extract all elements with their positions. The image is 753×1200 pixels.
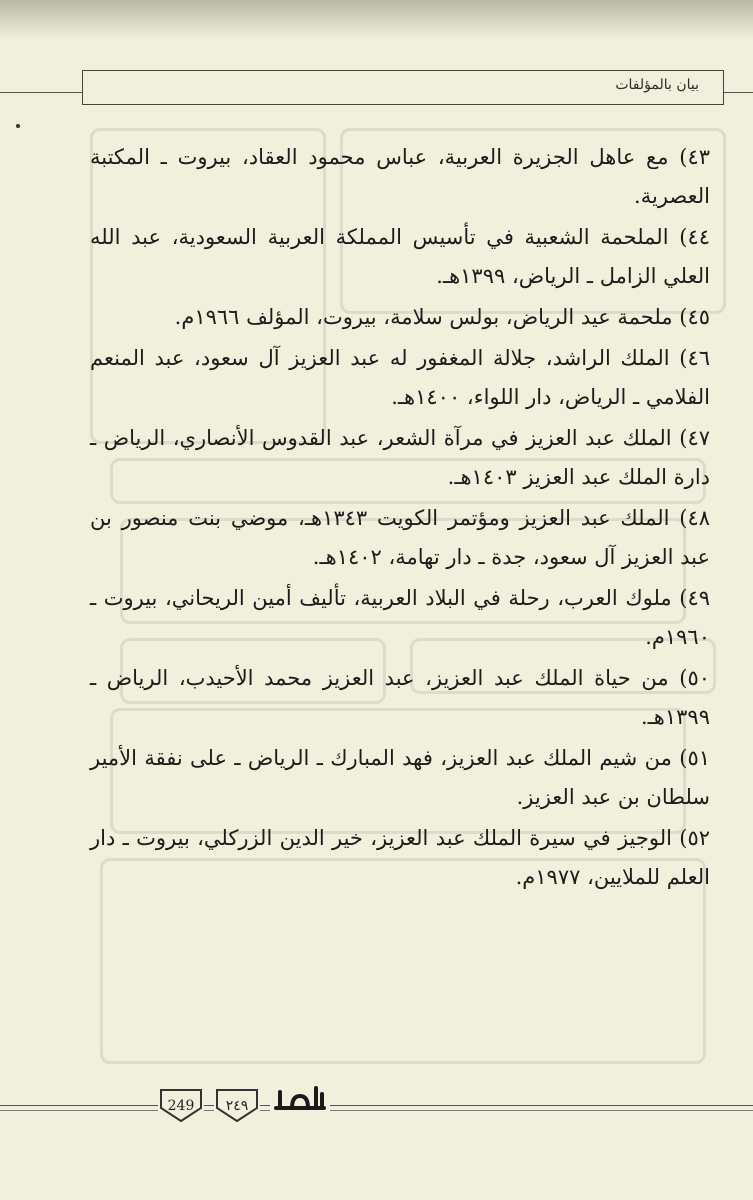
bibliography-entry: ٥٠) من حياة الملك عبد العزيز، عبد العزيز محمد الأحيدب، الرياض ـ ١٣٩٩هـ.	[90, 666, 710, 729]
running-header-title: بيان بالمؤلفات	[615, 77, 699, 93]
page-number-latin-badge	[158, 1084, 204, 1124]
bibliography-entry: ٤٣) مع عاهل الجزيرة العربية، عباس محمود العقاد، بيروت ـ المكتبة العصرية.	[90, 145, 710, 208]
bibliography-entry: ٤٩) ملوك العرب، رحلة في البلاد العربية، تأليف أمين الريحاني، بيروت ـ ١٩٦٠م.	[90, 586, 710, 649]
bibliography-entry: ٤٦) الملك الراشد، جلالة المغفور له عبد العزيز آل سعود، عبد المنعم الفلامي ـ الرياض، دار اللواء، ١٤٠٠هـ.	[90, 346, 710, 409]
bibliography-list	[90, 138, 710, 899]
bibliography-entry: ٤٨) الملك عبد العزيز ومؤتمر الكويت ١٣٤٣هـ، موضي بنت منصور بن عبد العزيز آل سعود، جدة ـ دار تهامة، ١٤٠٢هـ.	[90, 506, 710, 569]
footer-rule-secondary	[0, 1110, 753, 1111]
top-shadow	[0, 0, 753, 40]
page-number-arabic-badge	[214, 1084, 260, 1124]
darah-logo	[270, 1078, 330, 1118]
bibliography-entry: ٤٥) ملحمة عيد الرياض، بولس سلامة، بيروت، المؤلف ١٩٦٦م.	[174, 305, 710, 329]
running-header	[82, 70, 724, 105]
page-number-latin: 249	[167, 1098, 195, 1114]
bibliography-entry: ٤٤) الملحمة الشعبية في تأسيس المملكة العربية السعودية، عبد الله العلي الزامل ـ الرياض، ١٣٩٩هـ.	[90, 225, 710, 288]
page-mark	[16, 124, 20, 128]
bibliography-entry: ٤٧) الملك عبد العزيز في مرآة الشعر، عبد القدوس الأنصاري، الرياض ـ دارة الملك عبد العزيز ١٤٠٣هـ.	[90, 426, 710, 489]
bibliography-entry: ٥١) من شيم الملك عبد العزيز، فهد المبارك ـ الرياض ـ على نفقة الأمير سلطان بن عبد العزيز.	[90, 746, 710, 809]
bibliography-entry: ٥٢) الوجيز في سيرة الملك عبد العزيز، خير الدين الزركلي، بيروت ـ دار العلم للملايين، ١٩٧٧م.	[90, 826, 710, 889]
page-number-arabic: ٢٤٩	[225, 1098, 249, 1114]
footer-rule	[0, 1105, 753, 1106]
